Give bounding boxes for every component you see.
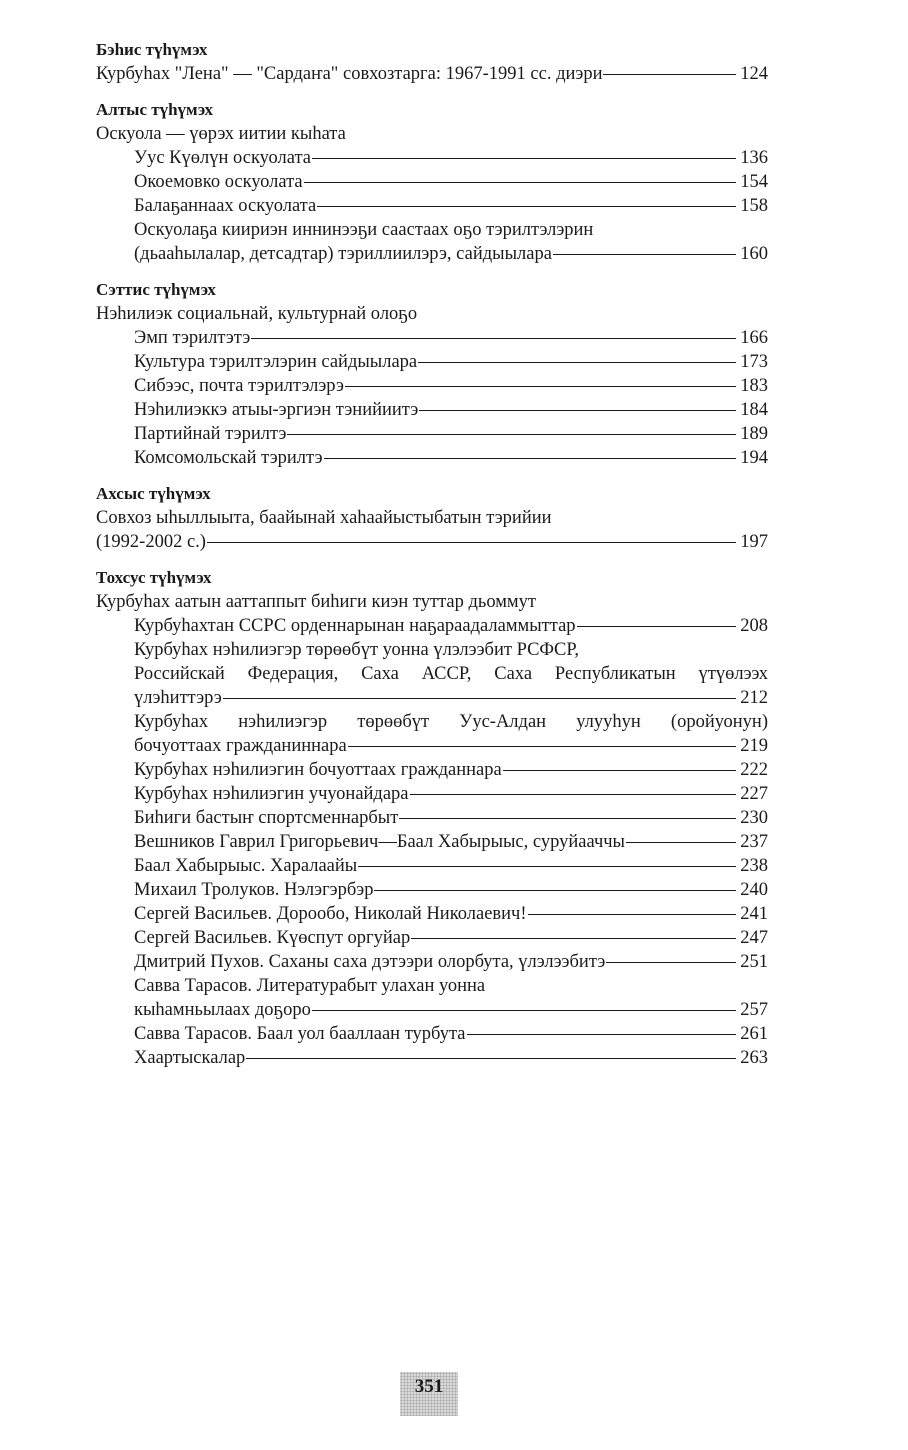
leader-line (411, 938, 736, 939)
toc-entry (96, 146, 768, 170)
leader-line (503, 770, 737, 771)
toc-entry (96, 734, 768, 758)
toc-entry (96, 398, 768, 422)
toc-section (96, 38, 768, 86)
entry-title: Курбуhах нэhилиэгин бочуоттаах гражданнара (134, 760, 502, 780)
entry-page: 227 (740, 784, 768, 804)
entry-page: 263 (740, 1048, 768, 1068)
entry-page: 197 (740, 532, 768, 552)
entry-page: 212 (740, 688, 768, 708)
entry-page: 208 (740, 616, 768, 636)
leader-line (419, 410, 736, 411)
leader-line (626, 842, 736, 843)
entry-page: 166 (740, 328, 768, 348)
entry-page: 238 (740, 856, 768, 876)
toc-entry (96, 614, 768, 638)
toc-entry (96, 326, 768, 350)
toc-entry (96, 686, 768, 710)
toc-entry (96, 194, 768, 218)
toc-entry-line: Савва Тарасов. Литературабыт улахан уонна (134, 976, 486, 996)
toc-entry (96, 950, 768, 974)
entry-title: Сергей Васильев. Күөспут оргуйар (134, 928, 411, 948)
entry-title: Культура тэрилтэлэрин сайдыылара (134, 352, 418, 372)
entry-title: кыhамньылаах доҕоро (134, 1000, 311, 1020)
toc-entry (96, 62, 768, 86)
leader-line (223, 698, 736, 699)
section-title: Тохсус түhүмэх (96, 568, 212, 587)
entry-page: 251 (740, 952, 768, 972)
entry-page: 184 (740, 400, 768, 420)
entry-page: 257 (740, 1000, 768, 1020)
leader-line (345, 386, 736, 387)
toc-entry (96, 374, 768, 398)
toc-entry-line: Оскуолаҕа киириэн иннинээҕи саастаах оҕо тэрилтэлэрин (134, 220, 594, 240)
leader-line (399, 818, 736, 819)
entry-title: Баал Хабырыыс. Харалаайы (134, 856, 358, 876)
entry-page: 158 (740, 196, 768, 216)
entry-page: 230 (740, 808, 768, 828)
toc-entry (96, 350, 768, 374)
entry-title: Партийнай тэрилтэ (134, 424, 287, 444)
entry-title: Вешников Гаврил Григорьевич—Баал Хабырыыс, суруйааччы (134, 832, 625, 852)
toc-section (96, 98, 768, 266)
leader-line (410, 794, 737, 795)
subsection-heading: Нэhилиэк социальнай, культурнай олоҕо (96, 304, 418, 324)
leader-line (312, 158, 736, 159)
leader-line (304, 182, 737, 183)
entry-page: 247 (740, 928, 768, 948)
entry-title: Савва Тарасов. Баал уол бааллаан турбута (134, 1024, 466, 1044)
entry-page: 136 (740, 148, 768, 168)
toc-entry (96, 926, 768, 950)
toc-entry (96, 998, 768, 1022)
entry-title: Окоемовко оскуолата (134, 172, 303, 192)
entry-title: Сергей Васильев. Дорообо, Николай Николаевич! (134, 904, 527, 924)
entry-title: Сибээс, почта тэрилтэлэрэ (134, 376, 344, 396)
toc-entry (96, 530, 768, 554)
leader-line (553, 254, 736, 255)
leader-line (467, 1034, 737, 1035)
section-title: Бэhис түhүмэх (96, 40, 208, 59)
entry-title: үлэhиттэрэ (134, 688, 222, 708)
entry-title: Балаҕаннаах оскуолата (134, 196, 317, 216)
section-title: Ахсыс түhүмэх (96, 484, 211, 503)
leader-line (528, 914, 737, 915)
entry-title: (дьааhылалар, детсадтар) тэриллиилэрэ, сайдыылара (134, 244, 552, 264)
toc-entry (96, 878, 768, 902)
toc-entry (96, 854, 768, 878)
entry-page: 183 (740, 376, 768, 396)
entry-page: 241 (740, 904, 768, 924)
toc-entry (96, 758, 768, 782)
leader-line (418, 362, 736, 363)
leader-line (246, 1058, 736, 1059)
toc-entry (96, 422, 768, 446)
toc-entry (96, 830, 768, 854)
entry-page: 194 (740, 448, 768, 468)
leader-line (348, 746, 737, 747)
table-of-contents (96, 38, 768, 1082)
toc-entry (96, 446, 768, 470)
leader-line (317, 206, 736, 207)
toc-entry (96, 782, 768, 806)
entry-page: 173 (740, 352, 768, 372)
section-title: Сэттис түhүмэх (96, 280, 216, 299)
toc-entry (96, 806, 768, 830)
toc-entry (96, 242, 768, 266)
entry-page: 237 (740, 832, 768, 852)
entry-title: Нэhилиэккэ атыы-эргиэн тэнийиитэ (134, 400, 419, 420)
entry-page: 219 (740, 736, 768, 756)
entry-title: Курбуhах "Лена" — "Сардаҥа" совхозтарга: 1967-1991 сс. диэри (96, 64, 603, 84)
toc-entry (96, 170, 768, 194)
toc-section (96, 566, 768, 1070)
subsection-heading: Оскуола — үөрэх иитии кыhата (96, 124, 346, 144)
entry-title: Михаил Тролуков. Нэлэгэрбэр (134, 880, 374, 900)
section-title: Алтыс түhүмэх (96, 100, 214, 119)
entry-page: 154 (740, 172, 768, 192)
entry-page: 240 (740, 880, 768, 900)
entry-page: 189 (740, 424, 768, 444)
toc-entry (96, 902, 768, 926)
entry-page: 124 (740, 64, 768, 84)
entry-page: 160 (740, 244, 768, 264)
entry-title: Хаартыскалар (134, 1048, 246, 1068)
entry-title: Дмитрий Пухов. Саханы саха дэтээри олорбута, үлэлээбитэ (134, 952, 606, 972)
entry-title: Курбуhах нэhилиэгин учуонайдара (134, 784, 409, 804)
leader-line (251, 338, 736, 339)
entry-title: Комсомольскай тэрилтэ (134, 448, 323, 468)
page-number: 351 (400, 1372, 458, 1416)
entry-title: (1992-2002 с.) (96, 532, 206, 552)
toc-entry-line: Совхоз ыhыллыыта, баайынай хаhаайыстыбатын тэрийии (96, 508, 552, 528)
subsection-heading: Курбуhах аатын ааттаппыт биhиги киэн туттар дьоммут (96, 592, 536, 612)
leader-line (603, 74, 736, 75)
leader-line (287, 434, 736, 435)
leader-line (606, 962, 736, 963)
entry-title: Уус Күөлүн оскуолата (134, 148, 311, 168)
toc-entry (96, 1022, 768, 1046)
toc-entry-line (96, 662, 768, 686)
leader-line (312, 1010, 736, 1011)
entry-title: Курбуhахтан ССРС орденнарынан наҕараадаламмыттар (134, 616, 576, 636)
entry-title: Биhиги бастыҥ спортсменнарбыт (134, 808, 399, 828)
entry-title: бочуоттаах гражданиннара (134, 736, 347, 756)
entry-title: Эмп тэрилтэтэ (134, 328, 251, 348)
toc-entry-line (96, 710, 768, 734)
leader-line (324, 458, 737, 459)
toc-section (96, 482, 768, 554)
toc-section (96, 278, 768, 470)
leader-line (374, 890, 736, 891)
entry-page: 222 (740, 760, 768, 780)
entry-title: Курбуhах нэhилиэгэр төрөөбүт Уус-Алдан улууhун (оройуонун) (134, 712, 768, 732)
entry-title: Российскай Федерация, Саха АССР, Саха Республикатын үтүөлээх (134, 664, 768, 684)
entry-page: 261 (740, 1024, 768, 1044)
leader-line (358, 866, 736, 867)
toc-entry (96, 1046, 768, 1070)
leader-line (207, 542, 736, 543)
leader-line (577, 626, 737, 627)
toc-entry-line: Курбуhах нэhилиэгэр төрөөбүт уонна үлэлээбит РСФСР, (134, 640, 579, 660)
